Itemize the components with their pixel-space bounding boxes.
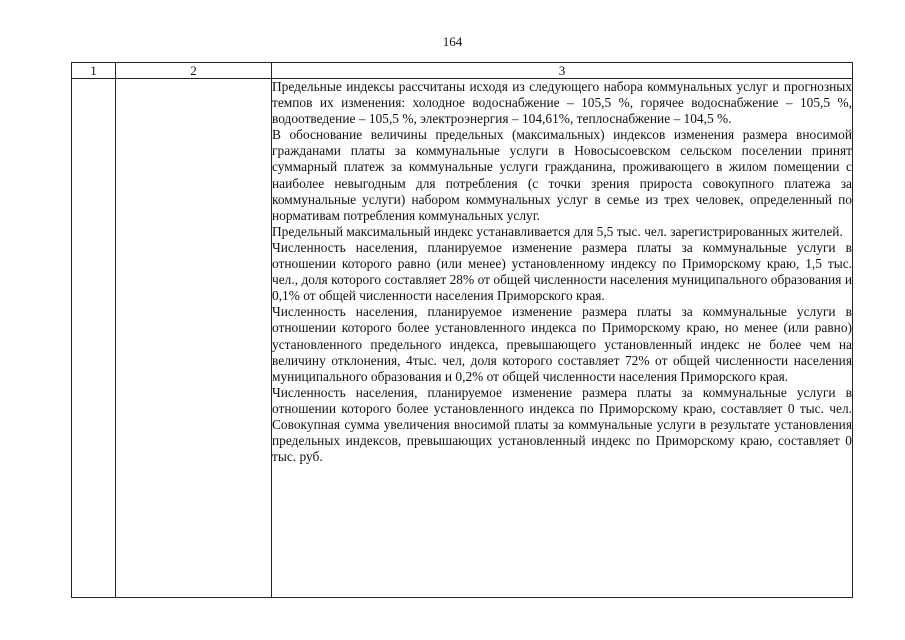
column-header-1: 1 bbox=[72, 63, 116, 79]
paragraph-population-within-deviation: Численность населения, планируемое изменение размера платы за коммунальные услуги в отношении которого более установленного индекса по Приморскому краю, но менее (или равно) установленного предельного индекса, превышающего установленный индекс не более чем на величину отклонения, 4тыс. чел, доля которого составляет 72% от общей численности населения муниципального образования и 0,2% от общей численности населения Приморского края. bbox=[272, 304, 852, 384]
table-cell-col-2 bbox=[116, 79, 272, 598]
column-header-3: 3 bbox=[272, 63, 853, 79]
paragraph-index-basis: Предельные индексы рассчитаны исходя из следующего набора коммунальных услуг и прогнозных темпов их изменения: холодное водоснабжение – 105,5 %, горячее водоснабжение – 105,5 %, водоотведение – 105,5 %, электроэнергия – 104,61%, теплоснабжение – 104,5 %. bbox=[272, 79, 852, 127]
paragraph-population-below-index: Численность населения, планируемое изменение размера платы за коммунальные услуги в отношении которого равно (или менее) установленному индексу по Приморскому краю, 1,5 тыс. чел., доля которого составляет 28% от общей численности населения муниципального образования и 0,1% от общей численности населения Приморского края. bbox=[272, 239, 852, 304]
table-header-row bbox=[72, 63, 853, 79]
paragraph-max-index: Предельный максимальный индекс устанавливается для 5,5 тыс. чел. зарегистрированных жителей. bbox=[272, 223, 843, 239]
table-cell-col-3 bbox=[272, 79, 853, 598]
document-table bbox=[71, 62, 853, 598]
paragraph-justification: В обоснование величины предельных (максимальных) индексов изменения размера вносимой гражданами платы за коммунальные услуги в Новосысоевском сельском поселении принят суммарный платеж за коммунальные услуги гражданина, проживающего в жилом помещении с наиболее невыгодным для потребления (с точки зрения прироста совокупного платежа за коммунальные услуги) набором коммунальных услуг в семье из трех человек, определенный по нормативам потребления коммунальных услуг. bbox=[272, 127, 852, 223]
paragraph-population-above-index: Численность населения, планируемое изменение размера платы за коммунальные услуги в отношении которого более установленного индекса по Приморскому краю, составляет 0 тыс. чел. Совокупная сумма увеличения вносимой платы за коммунальные услуги в результате установления предельных индексов, превышающих установленный индекс по Приморскому краю, составляет 0 тыс. руб. bbox=[272, 384, 852, 465]
page-number: 164 bbox=[442, 34, 463, 49]
column-header-2: 2 bbox=[116, 63, 272, 79]
table-cell-col-1 bbox=[72, 79, 116, 598]
table-row bbox=[72, 79, 853, 598]
